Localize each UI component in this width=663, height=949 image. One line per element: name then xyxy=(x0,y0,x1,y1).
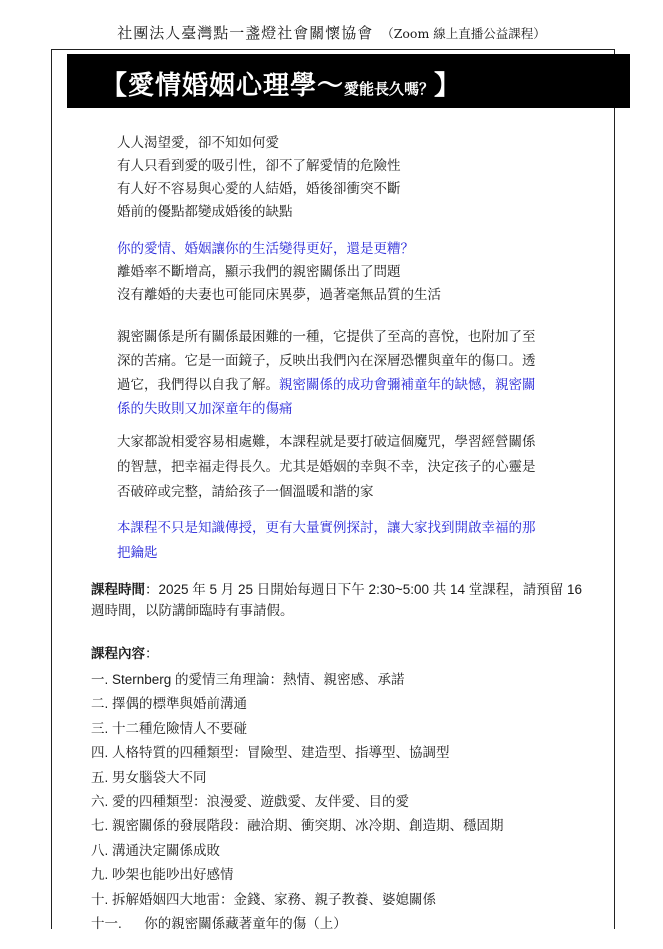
course-title-subtitle: 愛能長久嗎？ xyxy=(344,80,435,98)
list-item: 三. 十二種危險情人不要碰 xyxy=(91,720,248,736)
list-item: 九. 吵架也能吵出好感情 xyxy=(91,867,234,883)
intro-line: 離婚率不斷增高，顯示我們的親密關係出了問題 xyxy=(117,264,401,280)
intro-line: 沒有離婚的夫妻也可能同床異夢，過著毫無品質的生活 xyxy=(117,287,441,303)
course-content-list xyxy=(91,668,591,936)
intro-highlight-line: 係的失敗則又加深童年的傷痛 xyxy=(117,401,293,417)
course-content-colon: ： xyxy=(145,646,159,661)
course-time-section xyxy=(91,579,591,621)
intro-paragraph-5 xyxy=(117,516,587,566)
list-item: 六. 愛的四種類型：浪漫愛、遊戲愛、友伴愛、目的愛 xyxy=(91,793,410,809)
list-item: 一. Sternberg 的愛情三角理論：熱情、親密感、承諾 xyxy=(91,672,405,687)
list-item: 八. 溝通決定關係成敗 xyxy=(91,842,221,858)
intro-line: 有人好不容易與心愛的人結婚，婚後卻衝突不斷 xyxy=(117,181,401,197)
list-item: 四. 人格特質的四種類型：冒險型、建造型、指導型、協調型 xyxy=(91,745,450,761)
intro-line: 人人渴望愛，卻不知如何愛 xyxy=(117,135,279,151)
intro-highlight-text: 親密關係的成功會彌補童年的缺憾，親密關 xyxy=(279,377,536,393)
course-time-label: 課程時間 xyxy=(91,582,145,597)
intro-paragraph-3 xyxy=(117,325,587,421)
list-item: 五. 男女腦袋大不同 xyxy=(91,769,207,785)
intro-line: 深的苦痛。它是一面鏡子，反映出我們內在深層恐懼與童年的傷口。透 xyxy=(117,353,536,369)
course-content-heading xyxy=(91,643,591,664)
course-title xyxy=(101,65,461,102)
course-time-text: ：2025 年 5 月 25 日開始每週日下午 2:30~5:00 共 14 堂課程，請預留 16 xyxy=(145,582,583,597)
intro-line: 的智慧，把幸福走得長久。尤其是婚姻的幸與不幸，決定孩子的心靈是 xyxy=(117,459,536,475)
intro-line: 親密關係是所有關係最困難的一種，它提供了至高的喜悅，也附加了至 xyxy=(117,329,536,345)
intro-line: 否破碎或完整，請給孩子一個溫暖和諧的家 xyxy=(117,484,374,500)
intro-line: 有人只看到愛的吸引性，卻不了解愛情的危險性 xyxy=(117,158,401,174)
intro-paragraph-4 xyxy=(117,430,587,505)
organization-header xyxy=(0,22,663,43)
course-content-label: 課程內容 xyxy=(91,646,145,661)
list-item: 十. 拆解婚姻四大地雷：金錢、家務、親子教養、婆媳關係 xyxy=(91,891,437,907)
course-title-close: 】 xyxy=(434,71,462,101)
list-item: 二. 擇偶的標準與婚前溝通 xyxy=(91,696,248,712)
intro-line: 婚前的優點都變成婚後的缺點 xyxy=(117,204,293,220)
course-title-main: 【愛情婚姻心理學～ xyxy=(101,71,345,101)
course-time-line xyxy=(91,579,591,600)
title-banner xyxy=(67,54,630,108)
list-item: 七. 親密關係的發展階段：融洽期、衝突期、冰冷期、創造期、穩固期 xyxy=(91,818,504,834)
course-time-text: 週時間，以防講師臨時有事請假。 xyxy=(91,603,294,618)
intro-paragraph-2 xyxy=(117,238,587,307)
intro-line-mixed xyxy=(117,373,587,397)
intro-line: 大家都說相愛容易相處難，本課程就是要打破這個魔咒，學習經營關係 xyxy=(117,434,536,450)
intro-text: 過它，我們得以自我了解。 xyxy=(117,377,279,393)
course-format-note: （Zoom 線上直播公益課程） xyxy=(381,26,546,41)
list-item: 十一. 你的親密關係藏著童年的傷（上） xyxy=(91,915,347,931)
intro-highlight-line: 把鑰匙 xyxy=(117,545,158,561)
intro-question-line: 你的愛情、婚姻讓你的生活變得更好，還是更糟？ xyxy=(117,241,414,257)
organization-name: 社團法人臺灣點一盞燈社會關懷協會 xyxy=(117,24,374,42)
intro-paragraph-1 xyxy=(117,132,587,224)
intro-highlight-line: 本課程不只是知識傳授，更有大量實例探討，讓大家找到開啟幸福的那 xyxy=(117,520,536,536)
